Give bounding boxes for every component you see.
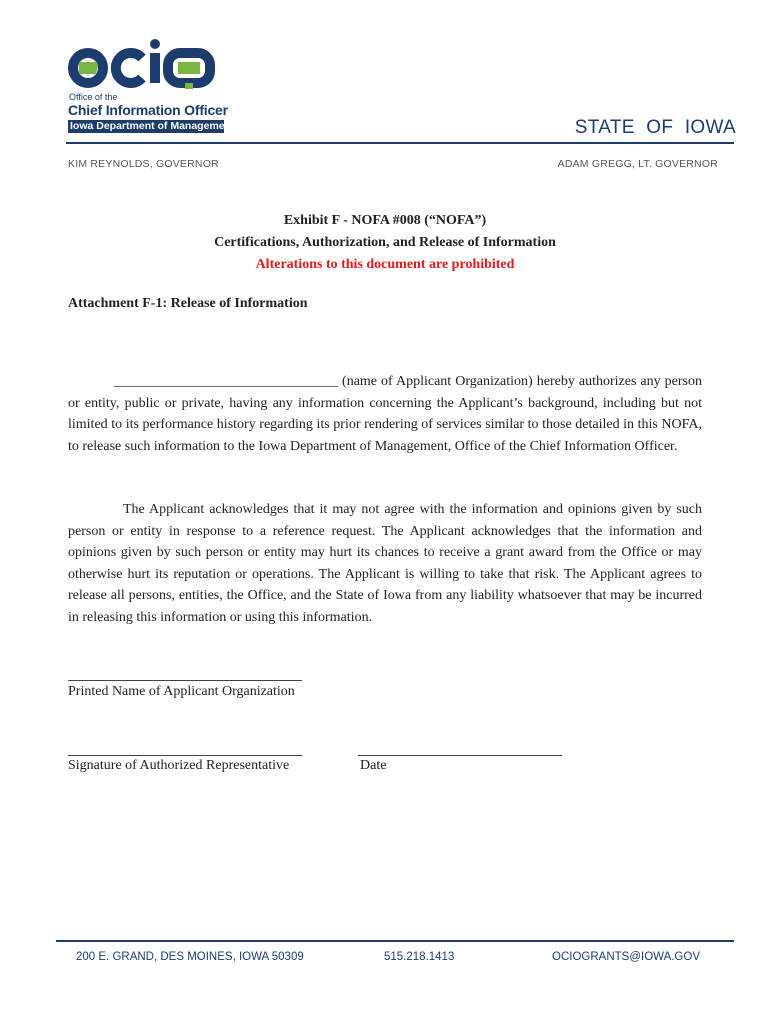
attachment-heading: Attachment F-1: Release of Information: [68, 296, 308, 311]
governor-name: KIM REYNOLDS, GOVERNOR: [68, 158, 219, 170]
acknowledgement-text: The Applicant acknowledges that it may not agree with the information and opinions given by such person or entity in response to a reference request. The Applicant acknowledges that the information and opinions given by such person or entity may hurt its chances to receive a grant award from the Office or may otherwise hurt its reputation or operations. The Applicant is willing to take that risk. The Applicant agrees to release all persons, entities, the Office, and the State of Iowa from any liability whatsoever that may be incurred in releasing this information or using this information.: [68, 502, 702, 625]
acknowledgement-paragraph: [68, 499, 702, 628]
signature-label: Signature of Authorized Representative: [68, 758, 290, 773]
printed-name-label: Printed Name of Applicant Organization: [68, 684, 295, 699]
logo-office-line: Office of the: [69, 92, 118, 102]
printed-name-line[interactable]: [68, 680, 302, 681]
date-line[interactable]: [358, 755, 562, 756]
signature-line[interactable]: [68, 755, 302, 756]
lt-governor-name: ADAM GREGG, LT. GOVERNOR: [557, 158, 718, 170]
ocio-logo: [68, 38, 235, 138]
title-certifications: Certifications, Authorization, and Release of Information: [214, 235, 556, 250]
footer-address: 200 E. GRAND, DES MOINES, IOWA 50309: [76, 951, 304, 963]
footer-phone: 515.218.1413: [384, 951, 455, 963]
title-exhibit: Exhibit F - NOFA #008 (“NOFA”): [283, 213, 487, 228]
logo-cio-line: Chief Information Officer: [68, 102, 228, 118]
alterations-warning: Alterations to this document are prohibited: [255, 257, 515, 272]
footer-divider: [56, 940, 734, 942]
ocio-wordmark-icon: [68, 38, 224, 92]
footer-email[interactable]: OCIOGRANTS@IOWA.GOV: [552, 951, 700, 963]
header-divider: [66, 142, 734, 144]
logo-dept-line: Iowa Department of Management: [70, 120, 235, 132]
document-title: [0, 210, 770, 276]
authorization-text: ________________________________ (name of Applicant Organization) hereby authorizes any person or entity, public or private, having any information concerning the Applicant’s background, including but not limited to its performance history regarding its prior rendering of services similar to those detailed in this NOFA, to release such information to the Iowa Department of Management, Office of the Chief Information Officer.: [68, 374, 702, 454]
date-label: Date: [360, 758, 387, 773]
state-of-iowa-heading: STATE OF IOWA: [574, 117, 736, 138]
authorization-paragraph: [68, 371, 702, 457]
